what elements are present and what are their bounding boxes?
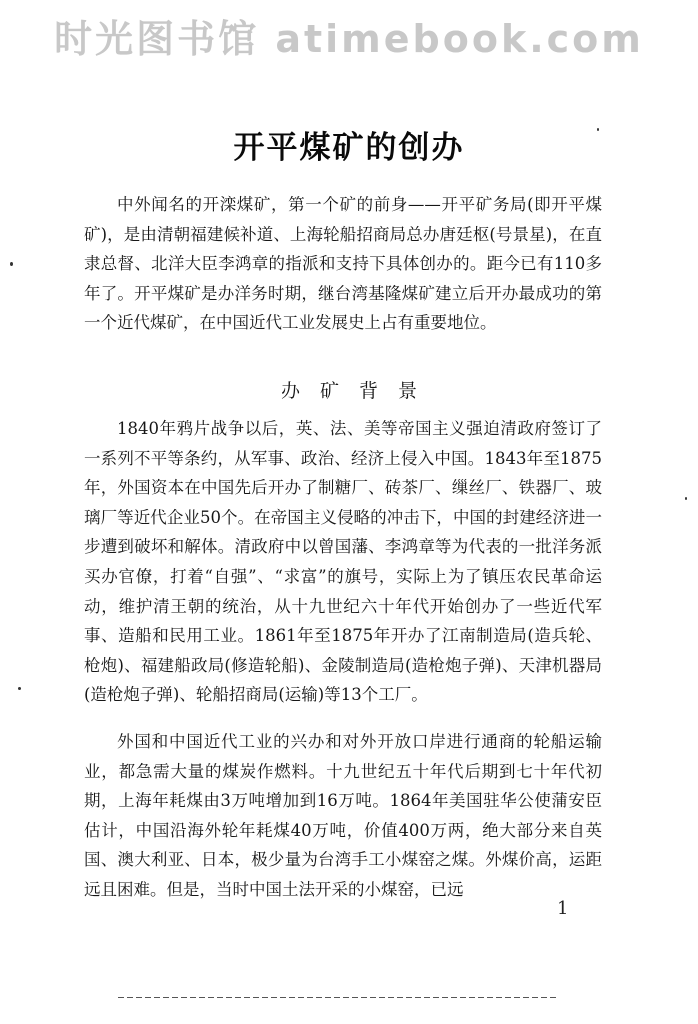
scan-speck [18,687,21,690]
scan-speck [685,497,687,500]
page-number: 1 [557,898,569,919]
scan-speck [10,262,13,266]
intro-paragraph: 中外闻名的开滦煤矿，第一个矿的前身——开平矿务局(即开平煤矿)，是由清朝福建候补道、上海轮船招商局总办唐廷枢(号景星)，在直隶总督、北洋大臣李鸿章的指派和支持下具体创办的。距今已有110多年了。开平煤矿是办洋务时期，继台湾基隆煤矿建立后开办最成功的第一个近代煤矿，在中国近代工业发展史上占有重要地位。 [84,195,602,333]
section-heading: 办矿背景 [280,380,437,402]
scan-speck [597,128,599,131]
watermark-logo-text: 时光图书馆 atimebook.com [54,17,644,61]
background-paragraph-2: 外国和中国近代工业的兴办和对外开放口岸进行通商的轮船运输业，都急需大量的煤炭作燃料。十九世纪五十年代后期到七十年代初期，上海年耗煤由3万吨增加到16万吨。1864年美国驻华公使蒲安臣估计，中国沿海外轮年耗煤40万吨，价值400万两，绝大部分来自英国、澳大利亚、日本，极少量为台湾手工小煤窑之煤。外煤价高，运距远且困难。但是，当时中国土法开采的小煤窑，已远 [84,732,602,899]
scan-edge-line [118,997,558,998]
chapter-title: 开平煤矿的创办 [233,130,465,166]
background-paragraph-1: 1840年鸦片战争以后，英、法、美等帝国主义强迫清政府签订了一系列不平等条约，从军事、政治、经济上侵入中国。1843年至1875年，外国资本在中国先后开办了制糖厂、砖茶厂、缫丝厂、铁器厂、玻璃厂等近代企业50个。在帝国主义侵略的冲击下，中国的封建经济进一步遭到破坏和解体。清政府中以曾国藩、李鸿章等为代表的一批洋务派买办官僚，打着“自强”、“求富”的旗号，实际上为了镇压农民革命运动，维护清王朝的统治，从十九世纪六十年代开始创办了一些近代军事、造船和民用工业。1861年至1875年开办了江南制造局(造兵轮、枪炮)、福建船政局(修造轮船)、金陵制造局(造枪炮子弹)、天津机器局(造枪炮子弹)、轮船招商局(运输)等13个工厂。 [84,419,602,705]
